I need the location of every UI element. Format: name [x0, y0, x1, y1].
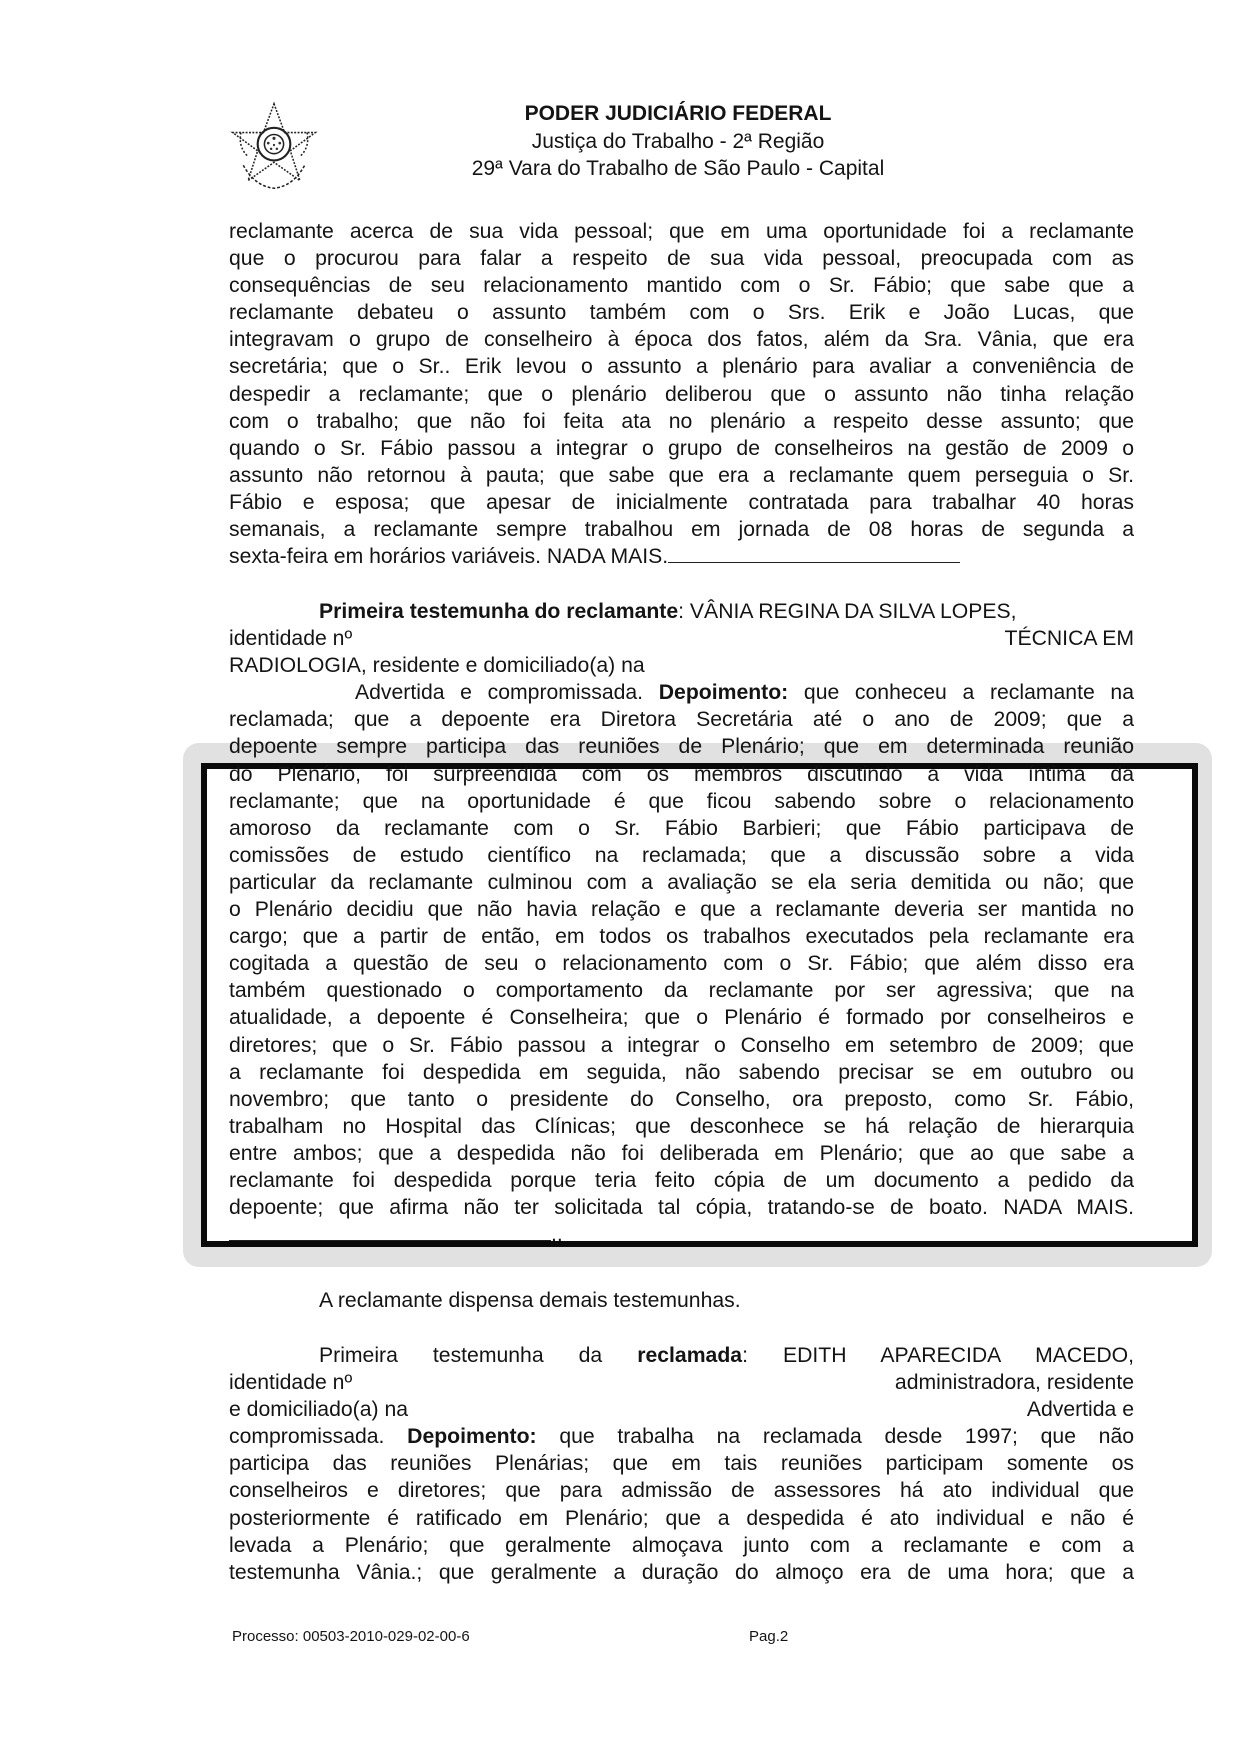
- depoimento-label: Depoimento:: [407, 1425, 537, 1449]
- text-line: também questionado o comportamento da reclamante por ser agressiva; que na: [229, 979, 1134, 1003]
- text-line: que o procurou para falar a respeito de sua vida pessoal, preocupada com as: [229, 247, 1134, 271]
- text-line: [229, 679, 1134, 706]
- text-line: novembro; que tanto o presidente do Conselho, ora preposto, como Sr. Fábio,: [229, 1087, 1134, 1111]
- intro-text: Primeira testemunha da: [319, 1344, 603, 1367]
- text-line: atualidade, a depoente é Conselheira; que o Plenário é formado por conselheiros e: [229, 1006, 1134, 1030]
- text-line: assunto não retornou à pauta; que sabe que era a reclamante quem perseguia o Sr.: [229, 463, 1134, 487]
- text-line: depoente; que afirma não ter solicitada tal cópia, tratando-se de boato. NADA MAIS.: [229, 1196, 1134, 1220]
- text-line: [229, 1342, 1134, 1369]
- page-number: Pag.2: [749, 1628, 789, 1645]
- depoimento-label: Depoimento:: [658, 681, 789, 705]
- text-line: secretária; que o Sr.. Erik levou o assunto a plenário para avaliar a conveniência de: [229, 355, 1134, 379]
- depoimento-start: que conheceu a reclamante na: [803, 681, 1134, 705]
- text-line: reclamante debateu o assunto também com o Srs. Erik e João Lucas, que: [229, 301, 1134, 325]
- advertida-text: Advertida e: [1026, 1398, 1134, 1422]
- witness-name: : EDITH APARECIDA MACEDO,: [742, 1344, 1134, 1367]
- text-line: amoroso da reclamante com o Sr. Fábio Barbieri; que Fábio participava de: [229, 816, 1134, 840]
- text-line: cogitada a questão de seu o relacionamento com o Sr. Fábio; que além disso era: [229, 952, 1134, 976]
- text-line: comissões de estudo científico na reclamada; que a discussão sobre a vida: [229, 843, 1134, 867]
- text-line: [229, 1221, 1134, 1248]
- trailing-dots: ..: [551, 1223, 563, 1247]
- text-line: depoente sempre participa das reuniões de Plenário; que em determinada reunião: [229, 735, 1134, 759]
- text-line: semanais, a reclamante sempre trabalhou em jornada de 08 horas de segunda a: [229, 518, 1134, 542]
- text-line: participa das reuniões Plenárias; que em tais reuniões participam somente os: [229, 1452, 1134, 1476]
- compromissada-text: compromissada.: [229, 1425, 385, 1449]
- header-vara: 29ª Vara do Trabalho de São Paulo - Capital: [471, 157, 885, 180]
- process-number: Processo: 00503-2010-029-02-00-6: [232, 1628, 470, 1645]
- advertida-text: Advertida e compromissada.: [355, 681, 644, 705]
- signature-blank: [229, 1240, 551, 1241]
- witness-name: : VÂNIA REGINA DA SILVA LOPES,: [678, 600, 1017, 623]
- text-line: o Plenário decidiu que não havia relação e que a reclamante deveria ser mantida no: [229, 898, 1134, 922]
- text-line: consequências de seu relacionamento mantido com o Sr. Fábio; que sabe que a: [229, 274, 1134, 298]
- header-court: Justiça do Trabalho - 2ª Região: [531, 130, 825, 153]
- text-line: despedir a reclamante; que o plenário deliberou que o assunto não tinha relação: [229, 382, 1134, 406]
- residence-label: e domiciliado(a) na: [229, 1398, 409, 1422]
- text-line: Fábio e esposa; que apesar de inicialmente contratada para trabalhar 40 horas: [229, 490, 1134, 514]
- text-line: quando o Sr. Fábio passou a integrar o grupo de conselheiros na gestão de 2009 o: [229, 436, 1134, 460]
- witness-one-defendant-paragraph: [229, 1342, 1134, 1586]
- id-label: identidade nº: [229, 627, 353, 651]
- text-line: reclamante; que na oportunidade é que ficou sabendo sobre o relacionamento: [229, 789, 1134, 813]
- id-label: identidade nº: [229, 1371, 353, 1395]
- text-line: [229, 1369, 1134, 1396]
- witness-one-claimant-paragraph: [229, 598, 1134, 1248]
- text-line: [229, 598, 1134, 625]
- text-line: conselheiros e diretores; que para admissão de assessores há ato individual que: [229, 1479, 1134, 1503]
- text-line: reclamada; que a depoente era Diretora Secretária até o ano de 2009; que a: [229, 708, 1134, 732]
- depoimento-start: que trabalha na reclamada desde 1997; que não: [559, 1425, 1134, 1449]
- text-line: cargo; que a partir de então, em todos os trabalhos executados pela reclamante era: [229, 925, 1134, 949]
- previous-testimony-paragraph: [229, 218, 1134, 570]
- header-institution: PODER JUDICIÁRIO FEDERAL: [524, 102, 832, 125]
- reclamada-label: reclamada: [637, 1344, 743, 1367]
- text-line: do Plenário, foi surpreendida com os membros discutindo a vida íntima da: [229, 762, 1134, 786]
- text-line: com o trabalho; que não foi feita ata no plenário a respeito desse assunto; que: [229, 409, 1134, 433]
- profession: TÉCNICA EM: [1004, 627, 1134, 651]
- closing-text: sexta-feira em horários variáveis. NADA MAIS.: [229, 545, 669, 569]
- text-line: testemunha Vânia.; que geralmente a duração do almoço era de uma hora; que a: [229, 1560, 1134, 1584]
- signature-blank: [668, 562, 960, 563]
- text-line: [229, 543, 1134, 570]
- text-line: [229, 1396, 1134, 1423]
- text-line: [229, 1423, 1134, 1450]
- text-line: a reclamante foi despedida em seguida, não sabendo precisar se em outubro ou: [229, 1060, 1134, 1084]
- text-line: particular da reclamante culminou com a avaliação se ela seria demitida ou não; que: [229, 870, 1134, 894]
- text-line: reclamante foi despedida porque teria feito cópia de um documento a pedido da: [229, 1168, 1134, 1192]
- text-line: trabalham no Hospital das Clínicas; que desconhece se há relação de hierarquia: [229, 1114, 1134, 1138]
- text-line: RADIOLOGIA, residente e domiciliado(a) na: [229, 654, 645, 678]
- profession: administradora, residente: [894, 1371, 1134, 1395]
- text-line: [229, 625, 1134, 652]
- witness-heading: Primeira testemunha do reclamante: [319, 600, 679, 623]
- text-line: diretores; que o Sr. Fábio passou a integrar o Conselho em setembro de 2009; que: [229, 1033, 1134, 1057]
- text-line: integravam o grupo de conselheiro à época dos fatos, além da Sra. Vânia, que era: [229, 328, 1134, 352]
- text-line: entre ambos; que a despedida não foi deliberada em Plenário; que ao que sabe a: [229, 1141, 1134, 1165]
- text-line: levada a Plenário; que geralmente almoçava junto com a reclamante e com a: [229, 1533, 1134, 1557]
- text-line: A reclamante dispensa demais testemunhas.: [319, 1289, 741, 1312]
- dispensa-paragraph: [229, 1287, 1134, 1314]
- text-line: posteriormente é ratificado em Plenário; que a despedida é ato individual e não é: [229, 1506, 1134, 1530]
- document-header: [0, 100, 1240, 182]
- text-line: reclamante acerca de sua vida pessoal; que em uma oportunidade foi a reclamante: [229, 220, 1134, 243]
